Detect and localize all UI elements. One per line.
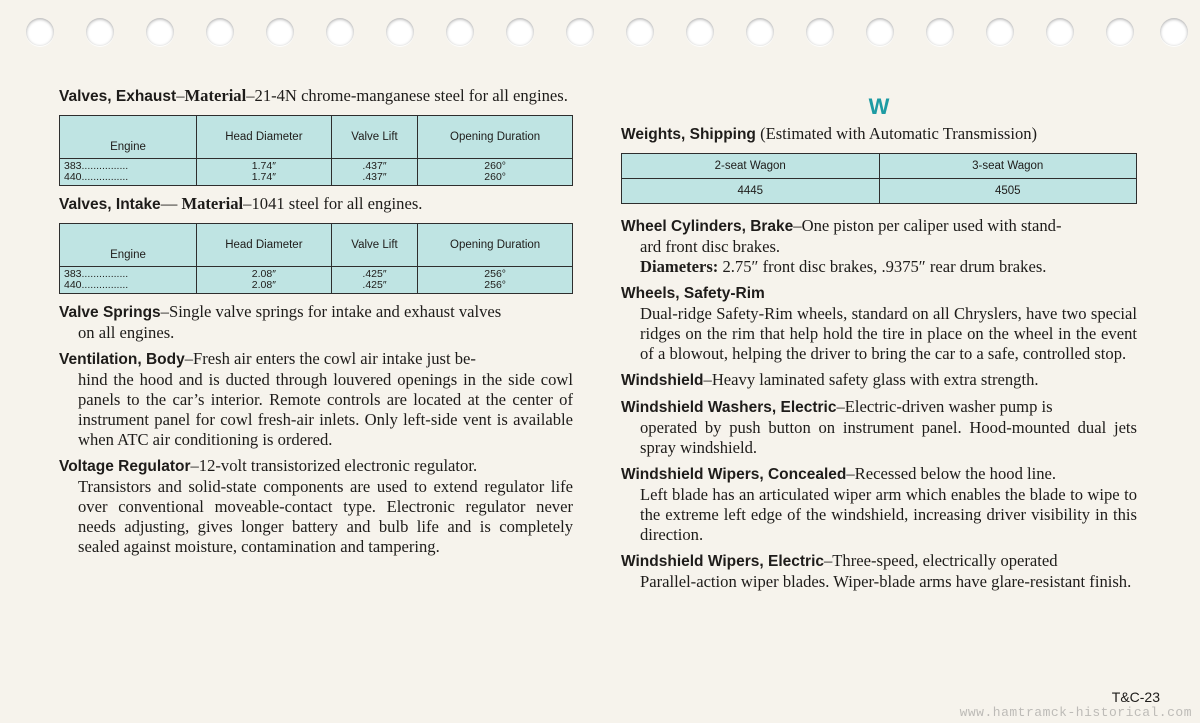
term-valves-intake: Valves, Intake	[59, 196, 161, 213]
intake-material-text: 1041 steel for all engines.	[251, 194, 423, 213]
entry-ventilation-body: Ventilation, Body–Fresh air enters the cowl air intake just be- hind the hood and is ducted through louvered openings in the side cowl panels to the car’s interior. Remote controls are located at the center of instrument panel for cowl fresh-air inlets. Only left-side vent is available when ATC air conditioning is ordered.	[59, 349, 573, 449]
right-column	[621, 86, 1137, 598]
binder-hole	[146, 18, 174, 46]
material-label: Material	[184, 86, 247, 105]
binder-hole	[806, 18, 834, 46]
col-header-head-diameter: Head Diameter	[197, 116, 332, 159]
engine-383: 383................	[64, 161, 129, 172]
entry-wipers-electric: Windshield Wipers, Electric–Three-speed, electrically operated Parallel-action wiper blades. Wiper-blade arms have glare-resistant finish.	[621, 551, 1137, 592]
diameter-cell	[197, 267, 332, 294]
diameter-383: 1.74″	[251, 161, 276, 172]
table-row	[60, 159, 573, 186]
col-header-valve-lift: Valve Lift	[331, 224, 418, 267]
binder-hole	[1106, 18, 1134, 46]
exhaust-material-text: 21-4N chrome-manganese steel for all engines.	[254, 86, 568, 105]
wheels-text: Dual-ridge Safety-Rim wheels, standard on all Chryslers, have two special ridges on the rim that help hold the tire in place on the wheel in the event of a blowout, helping the driver to bring the car to a safe, controlled stop.	[640, 304, 1137, 363]
ventilation-text: Fresh air enters the cowl air intake just be-	[193, 349, 476, 368]
diameter-cell	[197, 159, 332, 186]
entry-valves-exhaust: Valves, Exhaust–Material–21-4N chrome-manganese steel for all engines.	[59, 86, 568, 105]
term-valve-springs: Valve Springs	[59, 304, 161, 321]
term-voltage-regulator: Voltage Regulator	[59, 458, 191, 475]
weight-3-seat: 4505	[879, 179, 1137, 204]
wipers-electric-continued: Parallel-action wiper blades. Wiper-blade arms have glare-resistant finish.	[640, 572, 1132, 591]
left-column	[59, 86, 573, 563]
col-header-2-seat-wagon: 2-seat Wagon	[622, 154, 880, 179]
entry-wheels-safety-rim	[621, 283, 1137, 364]
lift-cell	[331, 159, 418, 186]
diameter-383: 2.08″	[251, 269, 276, 280]
binder-hole	[926, 18, 954, 46]
entry-windshield: Windshield–Heavy laminated safety glass with extra strength.	[621, 370, 1039, 389]
shipping-weight-table	[621, 153, 1137, 204]
binder-hole	[26, 18, 54, 46]
term-ventilation-body: Ventilation, Body	[59, 351, 185, 368]
engine-cell	[60, 159, 197, 186]
col-header-3-seat-wagon: 3-seat Wagon	[879, 154, 1137, 179]
diameters-text: 2.75″ front disc brakes, .9375″ rear drum brakes.	[722, 257, 1047, 276]
duration-cell	[418, 159, 573, 186]
lift-cell	[331, 267, 418, 294]
lift-440: .437″	[362, 172, 387, 183]
wipers-concealed-text: Recessed below the hood line.	[854, 464, 1057, 483]
regulator-text: 12-volt transistorized electronic regulator.	[198, 456, 478, 475]
binder-hole	[566, 18, 594, 46]
table-header-row	[60, 224, 573, 267]
col-header-head-diameter: Head Diameter	[197, 224, 332, 267]
col-header-engine: Engine	[60, 116, 197, 159]
entry-valve-springs: Valve Springs–Single valve springs for intake and exhaust valves on all engines.	[59, 302, 573, 343]
intake-valve-table	[59, 223, 573, 294]
binder-hole	[1160, 18, 1188, 46]
duration-440: 256°	[484, 280, 506, 291]
regulator-continued: Transistors and solid-state components are used to extend regulator life over conventional moveable-contact type. Electronic regulator never needs adjusting, gives longer battery and bulb life and is completely sealed against moisture, contamination and tampering.	[78, 477, 573, 556]
term-wheels-safety-rim: Wheels, Safety-Rim	[621, 285, 765, 302]
material-label: Material	[181, 194, 244, 213]
binder-hole	[446, 18, 474, 46]
entry-voltage-regulator: Voltage Regulator–12-volt transistorized electronic regulator. Transistors and solid-state components are used to extend regulator life over conventional moveable-contact type. Electronic regulator never needs adjusting, gives longer battery and bulb life and is completely sealed against moisture, contamination and tampering.	[59, 456, 573, 556]
table-header-row	[622, 154, 1137, 179]
binder-hole	[626, 18, 654, 46]
binder-hole	[266, 18, 294, 46]
windshield-text: Heavy laminated safety glass with extra strength.	[711, 370, 1039, 389]
weight-2-seat: 4445	[622, 179, 880, 204]
lift-383: .437″	[362, 161, 387, 172]
valve-springs-text: Single valve springs for intake and exhaust valves	[168, 302, 502, 321]
wipers-concealed-continued: Left blade has an articulated wiper arm which enables the blade to wipe to the extreme left edge of the windshield, increasing driver visibility in this direction.	[640, 485, 1137, 544]
diameters-line	[621, 257, 1137, 277]
duration-383: 256°	[484, 269, 506, 280]
binder-hole	[206, 18, 234, 46]
washers-continued: operated by push button on instrument panel. Hood-mounted dual jets spray windshield.	[640, 418, 1137, 457]
watermark: www.hamtramck-historical.com	[959, 705, 1192, 720]
col-header-engine: Engine	[60, 224, 197, 267]
term-wheel-cylinders: Wheel Cylinders, Brake	[621, 218, 794, 235]
entry-valves-intake: Valves, Intake— Material–1041 steel for all engines.	[59, 194, 423, 213]
diameter-440: 2.08″	[251, 280, 276, 291]
section-letter: W	[868, 94, 890, 119]
wheel-cylinders-continued: ard front disc brakes.	[640, 237, 781, 256]
binder-holes	[0, 18, 1200, 58]
binder-hole	[866, 18, 894, 46]
wheel-cylinders-text: One piston per caliper used with stand-	[801, 216, 1062, 235]
engine-440: 440................	[64, 172, 129, 183]
binder-hole	[326, 18, 354, 46]
binder-hole	[506, 18, 534, 46]
wipers-electric-text: Three-speed, electrically operated	[832, 551, 1058, 570]
binder-hole	[386, 18, 414, 46]
duration-440: 260°	[484, 172, 506, 183]
lift-383: .425″	[362, 269, 387, 280]
duration-383: 260°	[484, 161, 506, 172]
weights-note: (Estimated with Automatic Transmission)	[760, 124, 1038, 143]
diameter-440: 1.74″	[251, 172, 276, 183]
term-windshield-washers: Windshield Washers, Electric	[621, 399, 837, 416]
term-windshield: Windshield	[621, 372, 704, 389]
col-header-valve-lift: Valve Lift	[331, 116, 418, 159]
valve-springs-continued: on all engines.	[78, 323, 175, 342]
binder-hole	[746, 18, 774, 46]
col-header-opening-duration: Opening Duration	[418, 224, 573, 267]
term-weights-shipping: Weights, Shipping	[621, 126, 756, 143]
engine-cell	[60, 267, 197, 294]
washers-text: Electric-driven washer pump is	[844, 397, 1053, 416]
lift-440: .425″	[362, 280, 387, 291]
entry-wipers-concealed: Windshield Wipers, Concealed–Recessed below the hood line. Left blade has an articulated wiper arm which enables the blade to wipe to the extreme left edge of the windshield, increasing driver visibility in this direction.	[621, 464, 1137, 544]
table-header-row	[60, 116, 573, 159]
term-wipers-electric: Windshield Wipers, Electric	[621, 553, 824, 570]
diameters-label: Diameters:	[640, 257, 719, 276]
ventilation-continued: hind the hood and is ducted through louvered openings in the side cowl panels to the car’s interior. Remote controls are located at the center of instrument panel for cowl fresh-air inlets. Only left-side vent is available when ATC air conditioning is ordered.	[78, 370, 573, 449]
binder-hole	[86, 18, 114, 46]
binder-hole	[1046, 18, 1074, 46]
term-wipers-concealed: Windshield Wipers, Concealed	[621, 466, 847, 483]
page-number: T&C-23	[1111, 689, 1160, 705]
exhaust-valve-table	[59, 115, 573, 186]
duration-cell	[418, 267, 573, 294]
binder-hole	[686, 18, 714, 46]
col-header-opening-duration: Opening Duration	[418, 116, 573, 159]
term-valves-exhaust: Valves, Exhaust	[59, 88, 177, 105]
binder-hole	[986, 18, 1014, 46]
engine-383: 383................	[64, 269, 129, 280]
entry-wheel-cylinders: Wheel Cylinders, Brake–One piston per caliper used with stand- ard front disc brakes. Diameters: 2.75″ front disc brakes, .9375″ rear drum brakes.	[621, 216, 1137, 277]
table-row	[60, 267, 573, 294]
table-row	[622, 179, 1137, 204]
engine-440: 440................	[64, 280, 129, 291]
entry-weights-shipping	[621, 124, 1137, 145]
entry-windshield-washers: Windshield Washers, Electric–Electric-driven washer pump is operated by push button on instrument panel. Hood-mounted dual jets spray windshield.	[621, 397, 1137, 457]
